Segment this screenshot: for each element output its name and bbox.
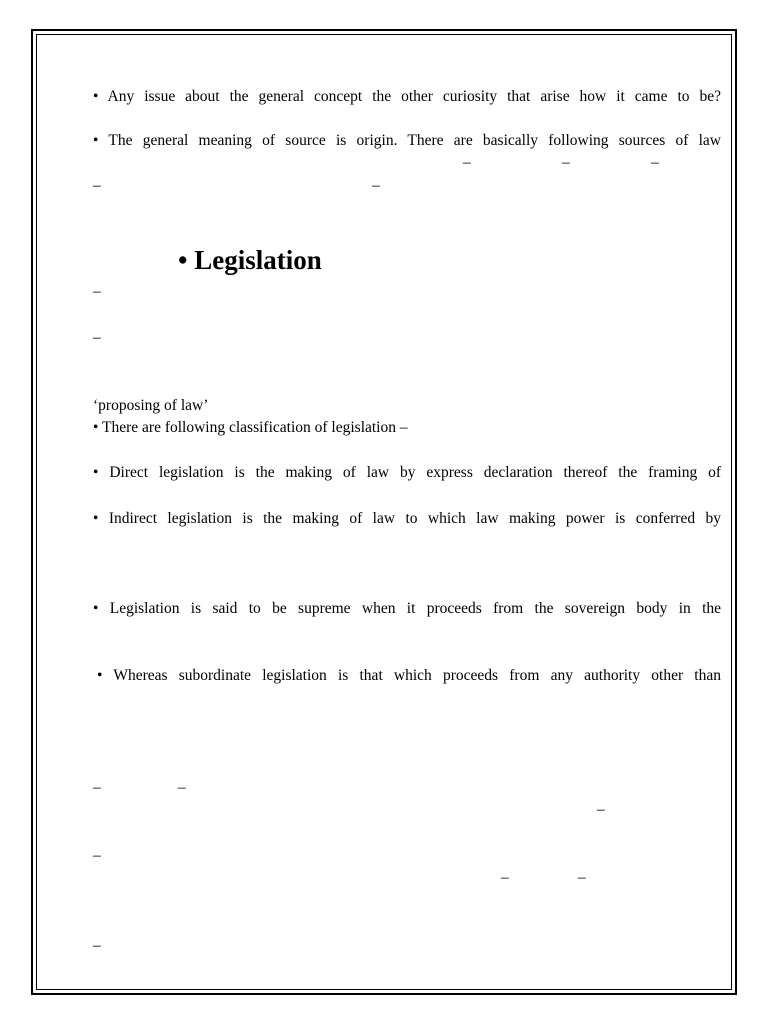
bullet-source-meaning: • The general meaning of source is origin. There are basically following sources of law <box>93 132 721 149</box>
dash-mark: – <box>372 177 380 194</box>
proposing-of-law-text: ‘proposing of law’ <box>93 397 209 414</box>
bullet-direct-legislation: • Direct legislation is the making of law by express declaration thereof the framing of <box>93 464 721 481</box>
bullet-subordinate-legislation: • Whereas subordinate legislation is that which proceeds from any authority other than <box>97 667 721 684</box>
dash-mark: – <box>93 779 101 796</box>
dash-mark: – <box>93 177 101 194</box>
dash-mark: – <box>562 154 570 171</box>
bullet-classification: • There are following classification of legislation – <box>93 419 408 436</box>
bullet-origin-question: • Any issue about the general concept the other curiosity that arise how it came to be? <box>93 88 721 105</box>
bullet-indirect-legislation: • Indirect legislation is the making of law to which law making power is conferred by <box>93 510 721 527</box>
dash-mark: – <box>463 154 471 171</box>
dash-mark: – <box>93 937 101 954</box>
dash-mark: – <box>501 869 509 886</box>
dash-mark: – <box>93 847 101 864</box>
dash-mark: – <box>178 779 186 796</box>
dash-mark: – <box>93 329 101 346</box>
bullet-supreme-legislation: • Legislation is said to be supreme when it proceeds from the sovereign body in the <box>93 600 721 617</box>
dash-mark: – <box>597 801 605 818</box>
section-heading-legislation: • Legislation <box>178 245 322 275</box>
dash-mark: – <box>93 283 101 300</box>
dash-mark: – <box>651 154 659 171</box>
dash-mark: – <box>578 869 586 886</box>
